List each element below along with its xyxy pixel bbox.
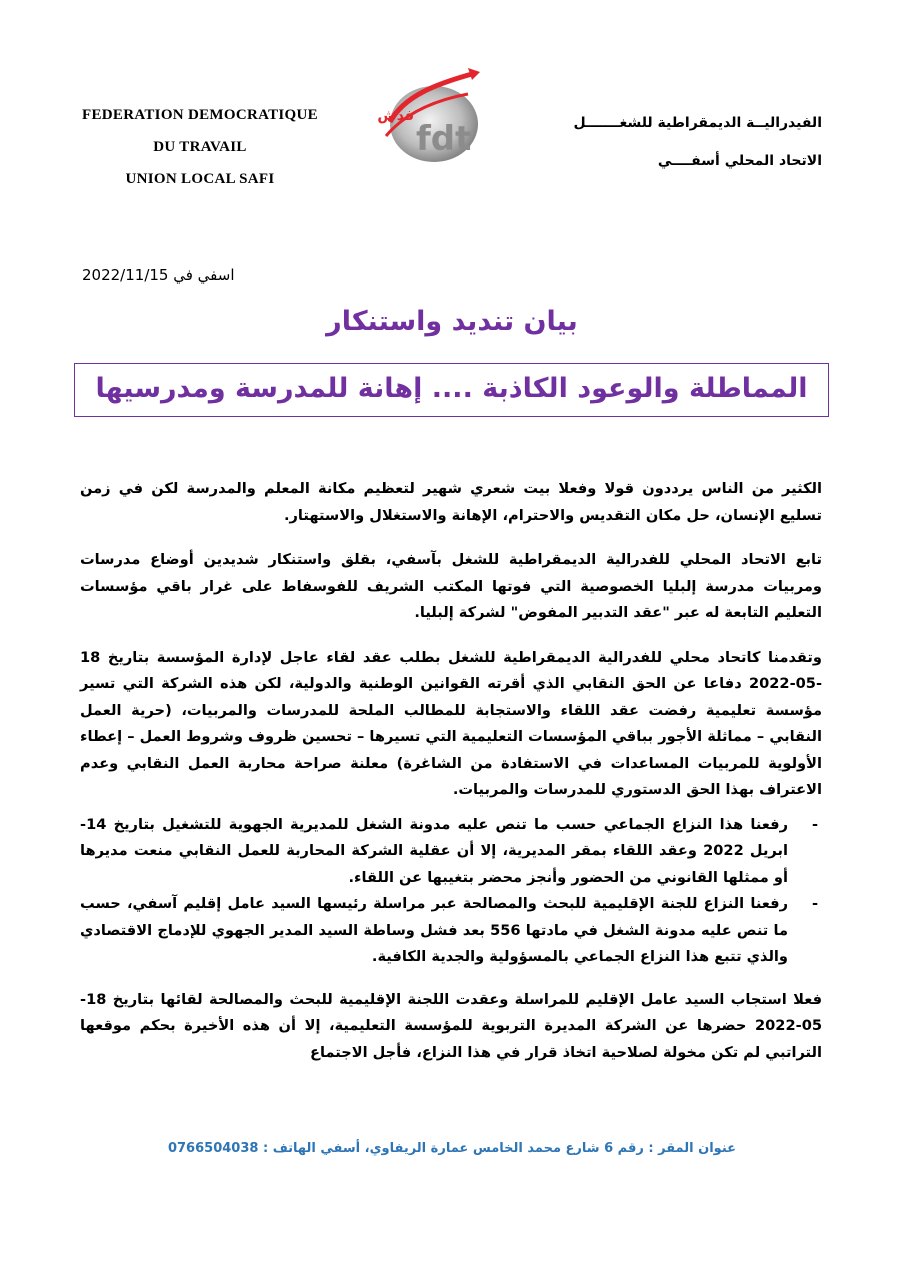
logo-text: fdt — [416, 119, 472, 159]
bullet-list — [80, 812, 822, 971]
bullet-item-1 — [80, 812, 818, 892]
paragraph-3: وتقدمنا كاتحاد محلي للفدرالية الديمقراطية للشغل بطلب عقد لقاء عاجل لإدارة المؤسسة بتاريخ 18 -05-2022 دفاعا عن الحق النقابي الذي أقرته القوانين الوطنية والدولية، لكن هذه الشركة التي تسير مؤسسة تعليمية رفضت عقد اللقاء والاستجابة للمطالب الملحة للمدرسات والمربيات، (حرية العمل النقابي – مماثلة الأجور بباقي المؤسسات التعليمية التي تسيرها – تحسين ظروف وشروط العمل – إعطاء الأولوية للمربيات المساعدات في الاستفادة من الشاغرة) معلنة صراحة محاربة العمل النقابي وعدم الاعتراف بهذا الحق الدستوري للمدرسات والمربيات. — [80, 648, 822, 798]
arabic-header — [522, 108, 822, 184]
document-subtitle-box — [74, 363, 829, 417]
french-header — [40, 102, 360, 198]
arabic-header-line-2: الاتحاد المحلي أسفــــي — [657, 153, 822, 169]
bullet-item-2 — [80, 891, 818, 971]
french-header-line-2: DU TRAVAIL — [153, 139, 247, 155]
french-header-line-3: UNION LOCAL SAFI — [125, 171, 275, 187]
arabic-header-line-1: الفيدراليــة الديمقراطية للشغـــــــل — [573, 115, 822, 131]
document-date: اسفي في 2022/11/15 — [82, 266, 235, 284]
bullet-marker: - — [811, 815, 818, 833]
bullet-text-2: رفعنا النزاع للجنة الإقليمية للبحث والمصالحة عبر مراسلة رئيسها السيد عامل إقليم آسفي، حسب ما تنص عليه مدونة الشغل في مادتها 556 بعد فشل وساطة السيد المدير الجهوي للإدماج الاقتصادي والذي تتبع هذا النزاع الجماعي بالمسؤولية والجدية الكافية. — [80, 895, 789, 965]
fdt-logo-icon — [376, 66, 492, 166]
logo-arabic-text: فدش — [377, 108, 414, 124]
paragraph-2: تابع الاتحاد المحلي للفدرالية الديمقراطية للشغل بآسفي، بقلق واستنكار شديدين أوضاع مدرسات ومربيات مدرسة إلبليا الخصوصية التي فوتها المكتب الشريف للفوسفاط على غرار باقي مؤسسات التعليم التابعة له عبر "عقد التدبير المفوض" لشركة إلبليا. — [80, 551, 822, 621]
paragraph-final: فعلا استجاب السيد عامل الإقليم للمراسلة وعقدت اللجنة الإقليمية للبحث والمصالحة لقائها بتاريخ 18-05-2022 حضرها عن الشركة المديرة التربوية للمؤسسة التعليمية، إلا أن هذه الأخيرة بحكم موقعها التراتبي لم تكن مخولة لصلاحية اتخاذ قرار في هذا النزاع، فأجل الاجتماع — [80, 990, 822, 1061]
bullet-marker: - — [811, 895, 818, 912]
bullet-text-1: رفعنا هذا النزاع الجماعي حسب ما تنص عليه مدونة الشغل للمديرية الجهوية للتشغيل بتاريخ 14-ابريل 2022 وعقد اللقاء بمقر المديرية، إلا أن عقلية الشركة المحاربة للعمل النقابي منعت مديرها أو ممثلها القانوني من الحضور وأنجز محضر بتغيبها عن اللقاء. — [80, 815, 788, 886]
document-subtitle: المماطلة والوعود الكاذبة .... إهانة للمدرسة ومدرسيها — [95, 373, 808, 404]
document-title: بيان تنديد واستنكار — [326, 306, 578, 337]
footer-address: عنوان المقر : رقم 6 شارع محمد الخامس عمارة الريفاوي، أسفي الهاتف : 0766504038 — [167, 1141, 737, 1156]
document-body — [80, 476, 822, 1084]
french-header-line-1: FEDERATION DEMOCRATIQUE — [82, 107, 318, 123]
paragraph-1: الكثير من الناس يرددون قولا وفعلا بيت شعري شهير لتعظيم مكانة المعلم والمدرسة لكن في زمن تسليع الإنسان، حل مكان التقديس والاحترام، الإهانة والاستغلال والاستهتار. — [80, 480, 822, 524]
fdt-logo — [376, 66, 492, 166]
